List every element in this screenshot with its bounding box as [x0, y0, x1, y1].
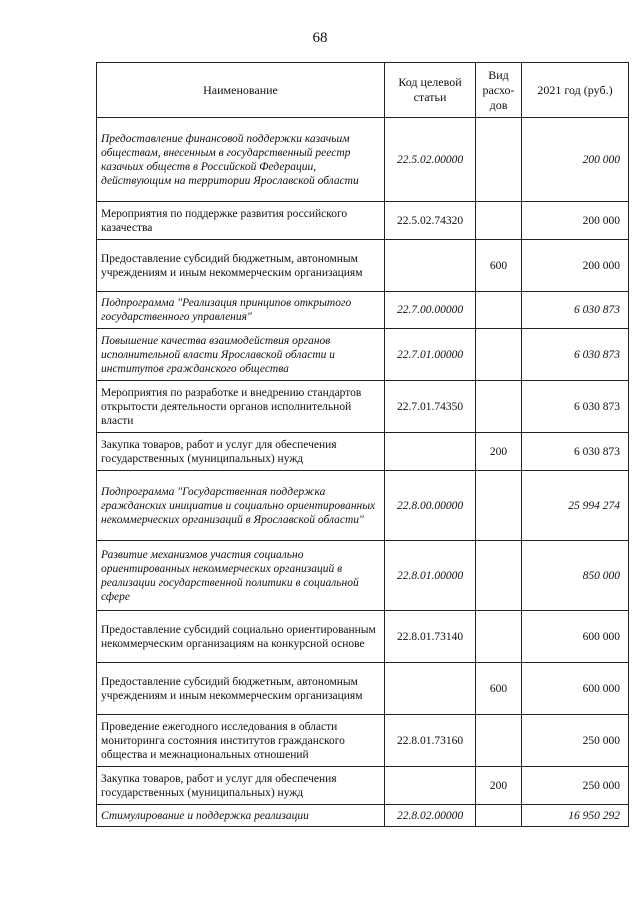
cell-code: 22.7.01.74350 [385, 381, 476, 433]
cell-type [476, 292, 522, 329]
cell-type [476, 541, 522, 611]
cell-code: 22.5.02.00000 [385, 118, 476, 202]
cell-amount: 600 000 [522, 663, 629, 715]
cell-type: 600 [476, 663, 522, 715]
cell-type [476, 805, 522, 827]
table-body [97, 118, 629, 827]
cell-amount: 6 030 873 [522, 292, 629, 329]
cell-type: 200 [476, 767, 522, 805]
table-row [97, 471, 629, 541]
cell-type [476, 329, 522, 381]
cell-amount: 250 000 [522, 715, 629, 767]
page-number: 68 [312, 30, 328, 46]
cell-type [476, 471, 522, 541]
cell-name: Развитие механизмов участия социально ориентированных некоммерческих организаций в реализации государственной политики в социальной сфере [97, 541, 385, 611]
cell-name: Предоставление финансовой поддержки казачьим обществам, внесенным в государственный реестр казачьих обществ в Российской Федерации, действующим на территории Ярославской области [97, 118, 385, 202]
table-row [97, 381, 629, 433]
table-row [97, 541, 629, 611]
cell-type [476, 118, 522, 202]
table-row [97, 433, 629, 471]
table-row [97, 663, 629, 715]
table-row [97, 767, 629, 805]
cell-name: Мероприятия по поддержке развития российского казачества [97, 202, 385, 240]
cell-name: Проведение ежегодного исследования в области мониторинга состояния институтов гражданского общества и межнациональных отношений [97, 715, 385, 767]
table-header-row [97, 63, 629, 118]
table-row [97, 611, 629, 663]
cell-code: 22.8.01.00000 [385, 541, 476, 611]
cell-code [385, 663, 476, 715]
cell-name: Подпрограмма "Реализация принципов открытого государственного управления" [97, 292, 385, 329]
cell-amount: 850 000 [522, 541, 629, 611]
table-row [97, 805, 629, 827]
table-row [97, 715, 629, 767]
cell-amount: 16 950 292 [522, 805, 629, 827]
table-row [97, 202, 629, 240]
cell-type [476, 611, 522, 663]
cell-name: Закупка товаров, работ и услуг для обеспечения государственных (муниципальных) нужд [97, 433, 385, 471]
cell-name: Предоставление субсидий бюджетным, автономным учреждениям и иным некоммерческим организациям [97, 240, 385, 292]
cell-name: Стимулирование и поддержка реализации [97, 805, 385, 827]
cell-code: 22.8.00.00000 [385, 471, 476, 541]
header-code: Код целевой статьи [385, 63, 476, 118]
cell-type [476, 381, 522, 433]
cell-amount: 200 000 [522, 118, 629, 202]
cell-amount: 6 030 873 [522, 329, 629, 381]
cell-amount: 6 030 873 [522, 381, 629, 433]
cell-name: Закупка товаров, работ и услуг для обеспечения государственных (муниципальных) нужд [97, 767, 385, 805]
cell-type [476, 715, 522, 767]
table-row [97, 292, 629, 329]
cell-name: Предоставление субсидий бюджетным, автономным учреждениям и иным некоммерческим организациям [97, 663, 385, 715]
cell-type: 200 [476, 433, 522, 471]
cell-amount: 25 994 274 [522, 471, 629, 541]
cell-code: 22.5.02.74320 [385, 202, 476, 240]
cell-name: Мероприятия по разработке и внедрению стандартов открытости деятельности органов исполнительной власти [97, 381, 385, 433]
cell-code: 22.7.01.00000 [385, 329, 476, 381]
cell-type: 600 [476, 240, 522, 292]
cell-code [385, 433, 476, 471]
cell-name: Повышение качества взаимодействия органов исполнительной власти Ярославской области и институтов гражданского общества [97, 329, 385, 381]
cell-amount: 6 030 873 [522, 433, 629, 471]
table-row [97, 240, 629, 292]
cell-code: 22.8.02.00000 [385, 805, 476, 827]
cell-amount: 250 000 [522, 767, 629, 805]
header-type [476, 63, 522, 118]
header-name: Наименование [97, 63, 385, 118]
budget-table [96, 62, 629, 827]
table-row [97, 329, 629, 381]
header-type-text: Вид расхо- дов [482, 67, 515, 112]
cell-code: 22.8.01.73140 [385, 611, 476, 663]
cell-code [385, 240, 476, 292]
cell-name: Предоставление субсидий социально ориентированным некоммерческим организациям на конкурсной основе [97, 611, 385, 663]
header-amount: 2021 год (руб.) [522, 63, 629, 118]
cell-code [385, 767, 476, 805]
cell-amount: 200 000 [522, 240, 629, 292]
cell-code: 22.8.01.73160 [385, 715, 476, 767]
cell-name: Подпрограмма "Государственная поддержка гражданских инициатив и социально ориентированных некоммерческих организаций в Ярославской области" [97, 471, 385, 541]
table-row [97, 118, 629, 202]
cell-amount: 200 000 [522, 202, 629, 240]
cell-type [476, 202, 522, 240]
cell-amount: 600 000 [522, 611, 629, 663]
cell-code: 22.7.00.00000 [385, 292, 476, 329]
